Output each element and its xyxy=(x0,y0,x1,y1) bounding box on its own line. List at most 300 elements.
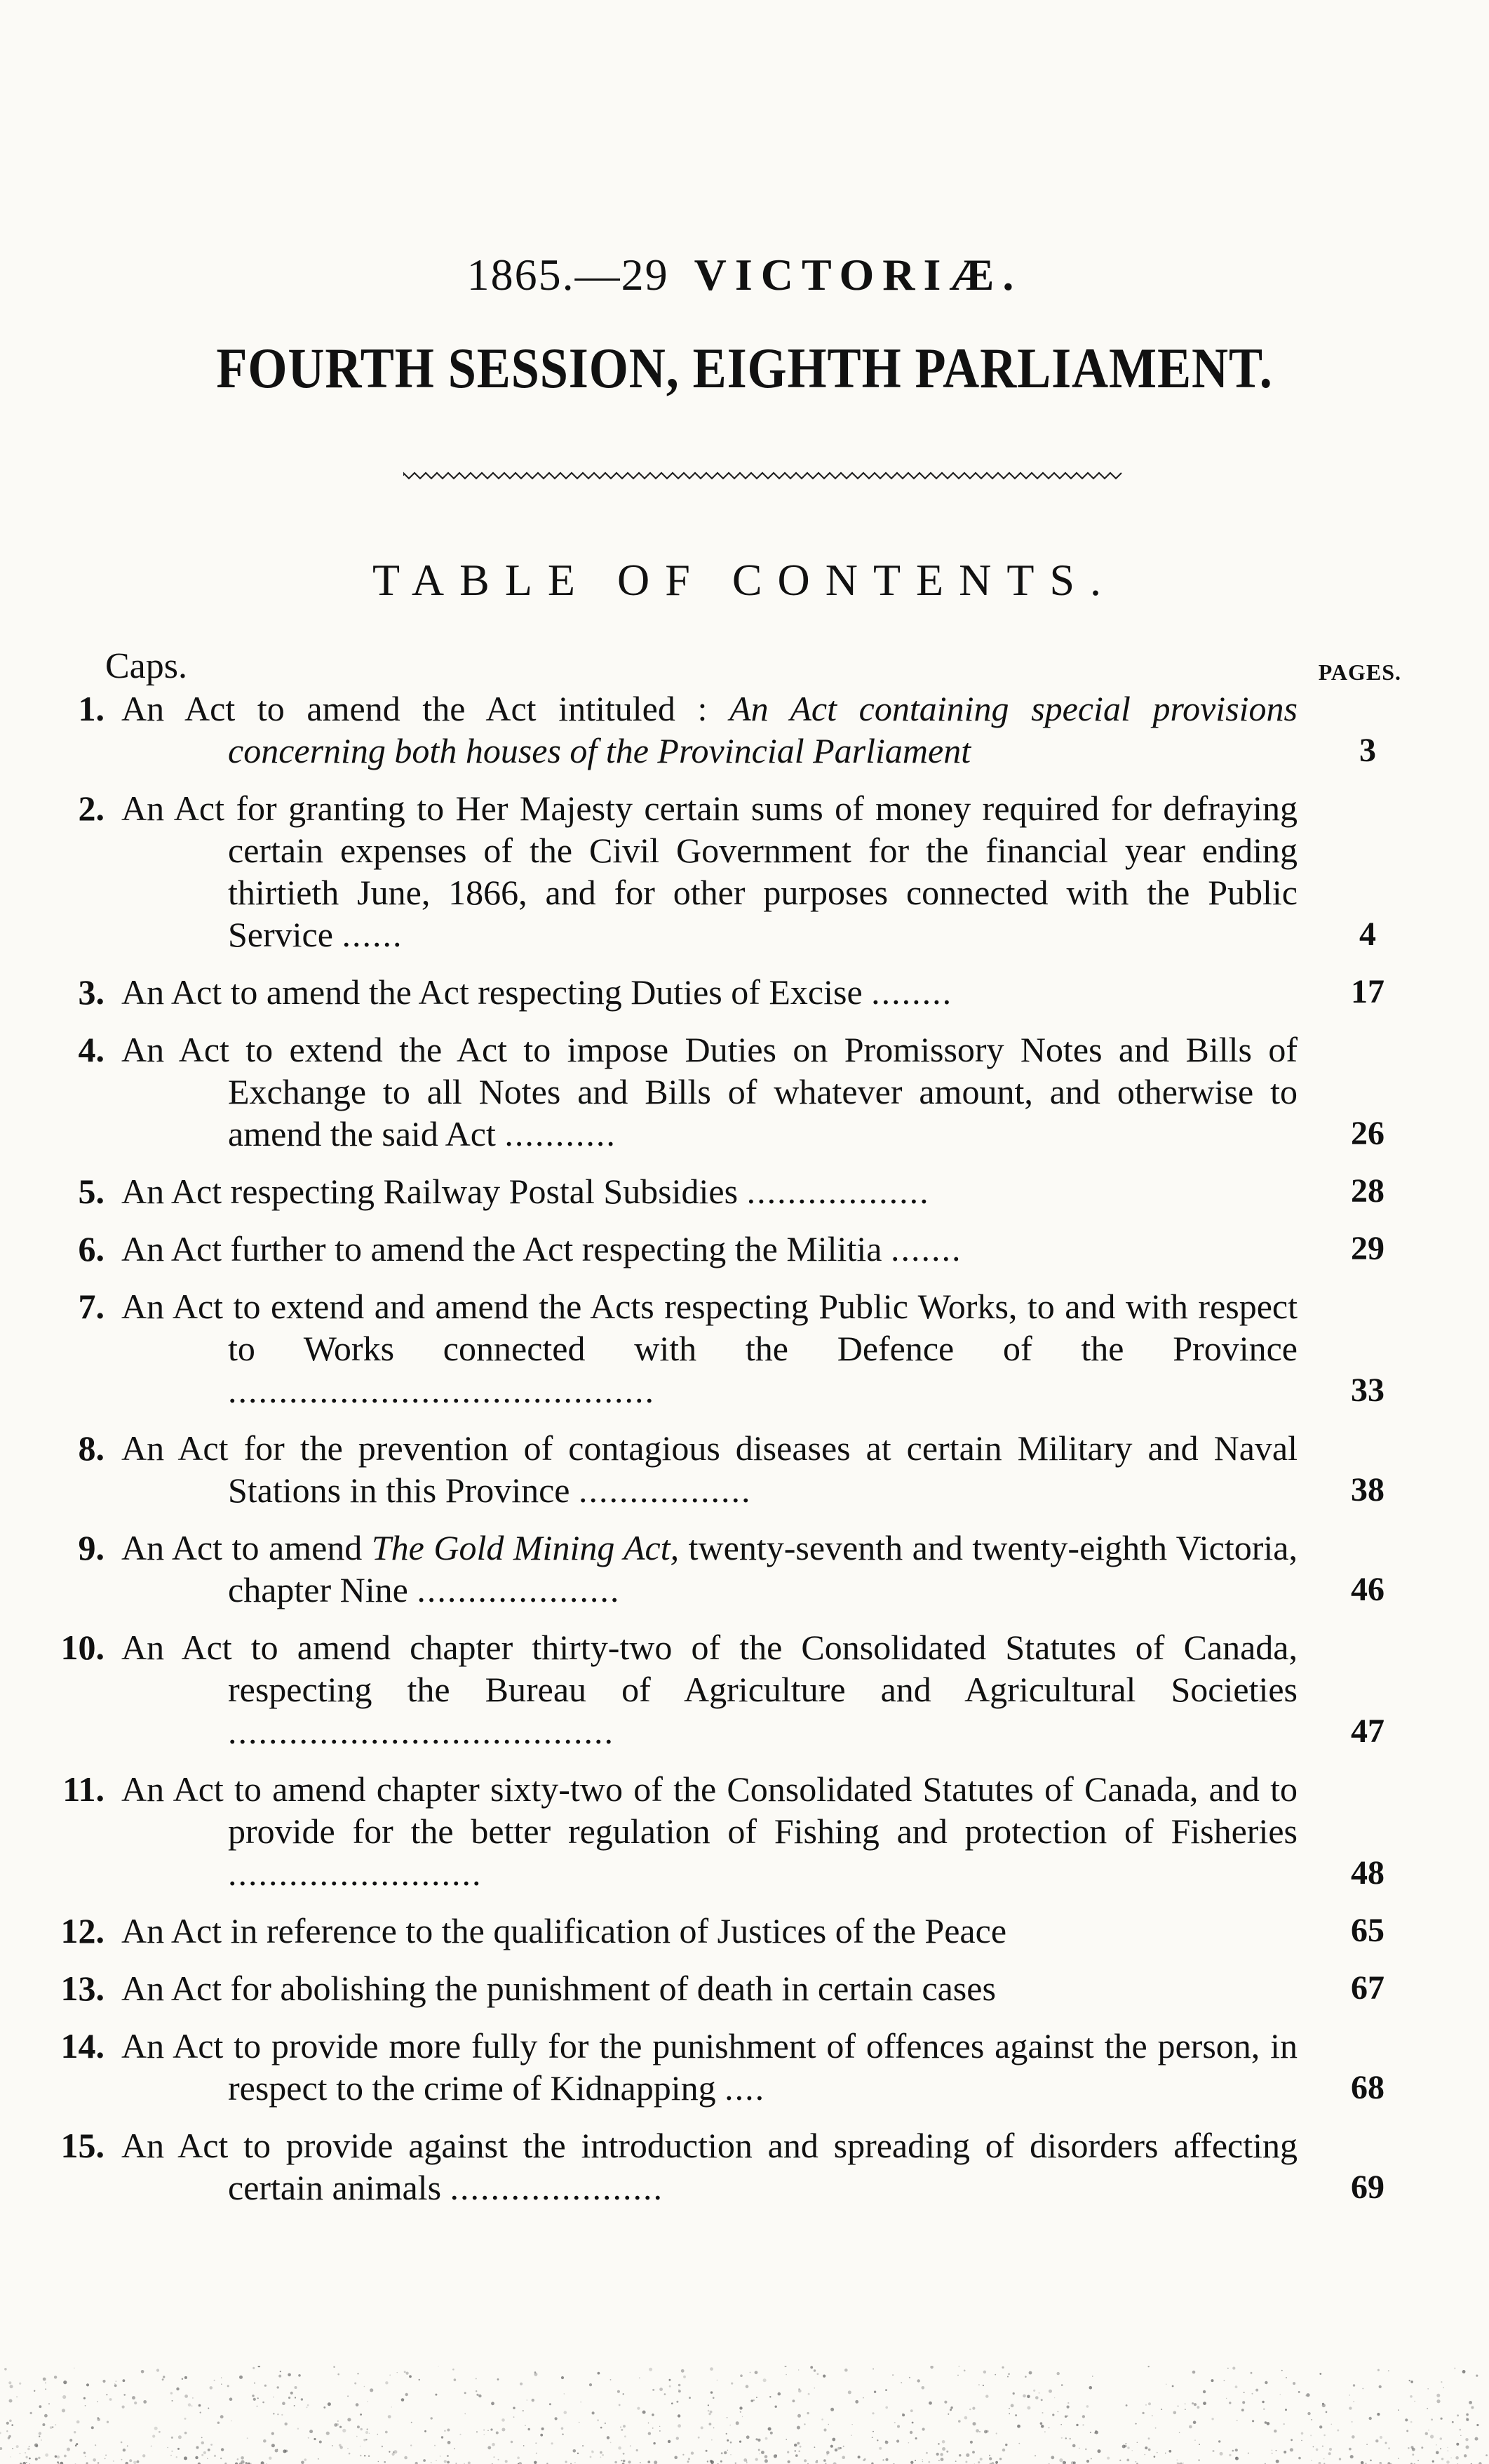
scan-speck xyxy=(254,2383,255,2384)
cap-number-text: 3. xyxy=(78,972,105,1012)
scan-speck xyxy=(996,2432,997,2434)
scan-speck xyxy=(44,2414,48,2418)
scan-speck xyxy=(848,2390,851,2394)
toc-entry xyxy=(78,971,1410,1013)
scan-speck xyxy=(217,2422,220,2424)
scan-speck xyxy=(652,2428,654,2429)
entry-text-continued: twenty-seventh and twenty-eighth Victoria, chapter Nine xyxy=(228,1528,1298,1609)
scan-speck xyxy=(1094,2432,1096,2434)
scan-speck xyxy=(730,2454,731,2455)
scan-speck xyxy=(1337,2430,1339,2432)
toc-entry xyxy=(78,688,1410,772)
scan-speck xyxy=(1060,2424,1062,2425)
scan-speck xyxy=(220,2415,224,2418)
scan-speck xyxy=(178,2435,182,2439)
scan-speck xyxy=(1291,2439,1293,2441)
scan-speck xyxy=(886,2458,889,2461)
scan-speck xyxy=(580,2402,581,2403)
scan-speck xyxy=(54,2376,57,2378)
scan-speck xyxy=(602,2454,604,2456)
scan-speck xyxy=(810,2366,813,2369)
scan-speck xyxy=(247,2437,248,2439)
scan-speck xyxy=(277,2386,279,2388)
scan-speck xyxy=(306,2406,308,2408)
entry-italic-title: The Gold Mining Act, xyxy=(371,1528,680,1567)
scan-speck xyxy=(713,2428,715,2429)
scan-speck xyxy=(1126,2404,1128,2406)
scan-speck xyxy=(894,2422,896,2423)
scan-speck xyxy=(726,2433,727,2435)
scan-speck xyxy=(349,2453,351,2455)
scan-speck xyxy=(727,2439,729,2442)
scan-speck xyxy=(85,2456,86,2457)
scan-speck xyxy=(540,2434,543,2437)
scan-speck xyxy=(1132,2450,1133,2451)
scan-speck xyxy=(1017,2425,1020,2428)
scan-speck xyxy=(1211,2418,1213,2420)
scan-speck xyxy=(1349,2448,1352,2451)
scan-speck xyxy=(369,2433,370,2434)
scan-speck xyxy=(220,2458,222,2459)
scan-speck xyxy=(1431,2418,1433,2421)
scan-speck xyxy=(42,2423,45,2426)
scan-speck xyxy=(882,2459,884,2460)
scan-speck xyxy=(1192,2402,1194,2404)
scan-speck xyxy=(1122,2445,1126,2449)
scan-speck xyxy=(1082,2424,1084,2425)
scan-speck xyxy=(942,2447,945,2451)
scan-speck xyxy=(12,2448,13,2449)
entry-text: An Act to provide against the introduction and spreading of disorders affecting certain animals xyxy=(121,2126,1298,2207)
scan-speck xyxy=(184,2432,187,2435)
scan-speck xyxy=(798,2388,800,2390)
scan-speck xyxy=(1377,2369,1380,2371)
scan-speck xyxy=(682,2454,684,2456)
scan-speck xyxy=(817,2373,819,2375)
scan-speck xyxy=(269,2457,271,2460)
scan-speck xyxy=(364,2386,365,2388)
scan-speck xyxy=(182,2378,183,2380)
scan-speck xyxy=(1398,2409,1399,2411)
scan-speck xyxy=(623,2453,625,2455)
scan-speck xyxy=(513,2407,515,2409)
scan-speck xyxy=(1192,2371,1196,2374)
scan-speck xyxy=(360,2413,362,2416)
scan-speck xyxy=(640,2462,641,2463)
scan-speck xyxy=(1076,2424,1078,2426)
scan-speck xyxy=(86,2383,89,2386)
scan-speck xyxy=(1176,2459,1178,2460)
scan-speck xyxy=(490,2428,492,2430)
cap-number-text: 1. xyxy=(78,689,105,728)
scan-speck xyxy=(1353,2401,1354,2402)
scan-speck xyxy=(678,2414,680,2417)
scan-speck xyxy=(983,2371,986,2373)
scan-speck xyxy=(1255,2389,1258,2392)
scan-speck xyxy=(74,2431,76,2433)
scan-speck xyxy=(1051,2456,1054,2459)
scan-speck xyxy=(1178,2406,1179,2407)
scan-speck xyxy=(1018,2443,1020,2444)
scan-speck xyxy=(652,2413,654,2416)
scan-speck xyxy=(385,2381,388,2384)
entry-text: An Act to amend the Act intituled : xyxy=(121,689,708,728)
scan-speck xyxy=(958,2420,961,2423)
scan-speck xyxy=(55,2424,56,2425)
scan-speck xyxy=(1098,2449,1101,2453)
scan-speck xyxy=(910,2431,912,2434)
scan-speck xyxy=(1252,2393,1253,2395)
scan-speck xyxy=(1211,2379,1214,2382)
scan-speck xyxy=(978,2461,980,2463)
scan-speck xyxy=(63,2381,67,2384)
scan-speck xyxy=(389,2374,391,2376)
scan-speck xyxy=(1432,2460,1434,2463)
scan-speck xyxy=(391,2406,392,2407)
scan-speck xyxy=(1179,2432,1180,2434)
scan-speck xyxy=(1039,2392,1040,2394)
scan-speck xyxy=(786,2374,787,2376)
scan-speck xyxy=(1148,2449,1151,2451)
scan-speck xyxy=(1013,2392,1015,2395)
scan-speck xyxy=(109,2398,112,2401)
cap-number-text: 13. xyxy=(60,1969,105,2008)
scan-speck xyxy=(909,2377,910,2378)
scan-speck xyxy=(959,2454,961,2456)
scan-speck xyxy=(710,2411,713,2413)
scan-speck xyxy=(282,2402,285,2405)
scan-speck xyxy=(1301,2440,1302,2442)
scan-speck xyxy=(26,2456,28,2458)
scan-speck xyxy=(1466,2418,1469,2421)
scan-speck xyxy=(497,2378,499,2381)
scan-speck xyxy=(363,2439,366,2442)
scan-speck xyxy=(708,2410,710,2412)
scan-speck xyxy=(1440,2448,1441,2449)
scan-speck xyxy=(337,2373,339,2376)
scan-speck xyxy=(678,2384,681,2387)
scan-speck xyxy=(787,2451,789,2453)
scan-speck xyxy=(698,2437,700,2439)
scan-speck xyxy=(910,2461,913,2464)
scan-speck xyxy=(1328,2452,1331,2455)
scan-speck xyxy=(404,2456,407,2460)
scan-speck xyxy=(1450,2457,1452,2458)
scan-speck xyxy=(501,2418,505,2422)
scan-speck xyxy=(1267,2422,1270,2425)
scan-speck xyxy=(1235,2449,1238,2451)
scan-speck xyxy=(377,2434,379,2435)
scan-speck xyxy=(1322,2446,1323,2447)
scan-speck xyxy=(1409,2380,1410,2381)
scan-speck xyxy=(1057,2372,1060,2375)
scan-speck xyxy=(1375,2439,1378,2442)
scan-speck xyxy=(950,2409,952,2411)
scan-speck xyxy=(370,2388,373,2392)
scan-speck xyxy=(285,2450,288,2453)
scan-speck xyxy=(1436,2444,1437,2446)
scan-speck xyxy=(950,2406,952,2409)
scan-speck xyxy=(1229,2402,1231,2404)
scan-speck xyxy=(1199,2444,1200,2445)
scan-speck xyxy=(605,2423,606,2424)
scan-speck xyxy=(25,2452,26,2453)
page-number: 65 xyxy=(1351,1912,1384,1949)
scan-speck xyxy=(1136,2423,1137,2425)
scan-speck xyxy=(562,2434,564,2435)
scan-speck xyxy=(357,2373,358,2374)
scan-speck xyxy=(1152,2415,1153,2416)
scan-speck xyxy=(1023,2395,1026,2398)
scan-speck xyxy=(419,2379,420,2381)
scan-speck xyxy=(826,2451,830,2454)
scan-speck xyxy=(208,2449,210,2451)
scan-speck xyxy=(1157,2452,1158,2453)
scan-speck xyxy=(29,2446,30,2447)
cap-number-text: 9. xyxy=(78,1528,105,1567)
scan-speck xyxy=(264,2385,267,2387)
scan-speck xyxy=(739,2441,741,2443)
scan-speck xyxy=(114,2383,116,2385)
page-number: 28 xyxy=(1351,1172,1384,1210)
entry-title xyxy=(78,1228,1298,1270)
scan-speck xyxy=(798,2390,802,2393)
scan-speck xyxy=(409,2375,412,2378)
cap-number-text: 14. xyxy=(60,2026,105,2065)
scan-speck xyxy=(736,2421,739,2425)
scan-speck xyxy=(701,2426,703,2429)
scan-speck xyxy=(1148,2402,1151,2405)
scan-speck xyxy=(564,2411,567,2414)
scan-speck xyxy=(746,2385,749,2388)
scan-speck xyxy=(127,2445,128,2446)
scan-speck xyxy=(1042,2412,1044,2413)
scan-speck xyxy=(892,2374,894,2376)
entry-text: An Act to amend xyxy=(121,1528,363,1567)
scan-speck xyxy=(1009,2413,1010,2415)
scan-speck xyxy=(1067,2402,1069,2404)
scan-speck xyxy=(652,2389,654,2391)
scan-speck xyxy=(520,2383,523,2385)
scan-speck xyxy=(549,2403,551,2405)
scan-speck xyxy=(639,2377,640,2378)
scan-speck xyxy=(1436,2399,1440,2403)
scan-speck xyxy=(122,2406,125,2409)
scan-speck xyxy=(948,2413,949,2415)
scan-speck xyxy=(57,2456,60,2459)
scan-speck xyxy=(388,2415,391,2418)
scan-speck xyxy=(642,2411,646,2414)
scan-speck xyxy=(1410,2381,1413,2383)
scan-speck xyxy=(1224,2380,1225,2381)
scan-speck xyxy=(1119,2460,1121,2461)
scan-speck xyxy=(1280,2394,1281,2395)
scan-speck xyxy=(1272,2450,1273,2451)
scan-speck xyxy=(411,2422,412,2423)
scan-speck xyxy=(8,2381,11,2384)
scan-speck xyxy=(1090,2432,1091,2433)
scan-speck xyxy=(1414,2401,1415,2402)
scan-speck xyxy=(67,2448,70,2451)
entry-title xyxy=(60,1910,1298,1952)
scan-speck xyxy=(1430,2435,1434,2438)
scan-speck xyxy=(201,2454,203,2456)
scan-speck xyxy=(855,2400,858,2404)
scan-speck xyxy=(659,2426,660,2427)
scan-speck xyxy=(1229,2454,1231,2456)
scan-speck xyxy=(750,2372,751,2373)
scan-speck xyxy=(241,2456,244,2460)
scan-speck xyxy=(978,2384,980,2385)
scan-speck xyxy=(1061,2384,1063,2386)
toc-title: TABLE OF CONTENTS. xyxy=(372,555,1117,605)
scan-speck xyxy=(337,2421,339,2422)
scan-speck xyxy=(170,2455,172,2456)
scan-speck xyxy=(45,2383,46,2384)
scan-speck xyxy=(814,2388,816,2389)
scan-speck xyxy=(406,2372,409,2375)
scan-speck xyxy=(555,2417,558,2420)
scan-speck xyxy=(132,2396,135,2399)
scan-speck xyxy=(76,2421,80,2424)
scan-speck xyxy=(623,2460,626,2463)
scan-speck xyxy=(1265,2381,1267,2384)
scan-speck xyxy=(436,2460,437,2461)
scan-speck xyxy=(676,2401,678,2403)
scan-speck xyxy=(454,2448,455,2449)
scan-speck xyxy=(757,2439,760,2442)
scan-speck xyxy=(648,2432,651,2435)
scan-speck xyxy=(1002,2449,1005,2451)
scan-speck xyxy=(424,2430,426,2432)
dot-leader: .................. xyxy=(746,1172,930,1211)
scan-speck xyxy=(765,2437,768,2440)
scan-speck xyxy=(623,2393,624,2395)
dot-leader: ...... xyxy=(342,915,403,954)
toc-entry xyxy=(60,1910,1410,1952)
scan-speck xyxy=(1242,2401,1245,2404)
scan-speck xyxy=(929,2402,932,2405)
scan-speck xyxy=(592,2411,595,2414)
scan-speck xyxy=(676,2437,679,2439)
cap-number-text: 12. xyxy=(60,1911,105,1950)
scan-speck xyxy=(221,2448,224,2451)
scan-speck xyxy=(574,2462,576,2463)
scan-speck xyxy=(39,2432,41,2435)
scan-speck xyxy=(1366,2444,1368,2445)
entry-title xyxy=(78,1029,1298,1155)
scan-speck xyxy=(1440,2437,1443,2440)
scan-speck xyxy=(227,2385,229,2387)
scan-speck xyxy=(288,2397,290,2399)
scan-speck xyxy=(210,2386,213,2390)
scan-speck xyxy=(946,2451,948,2453)
scan-speck xyxy=(972,2407,975,2410)
page-number: 17 xyxy=(1351,973,1384,1010)
scan-speck xyxy=(528,2428,530,2430)
scan-speck xyxy=(170,2392,173,2394)
scan-speck xyxy=(687,2460,689,2463)
scan-speck xyxy=(1427,2388,1429,2390)
scan-speck xyxy=(378,2461,379,2462)
page-number: 3 xyxy=(1359,732,1376,769)
scan-speck xyxy=(708,2404,709,2406)
scan-speck xyxy=(828,2424,830,2425)
entry-title xyxy=(78,688,1298,772)
scan-speck xyxy=(1408,2447,1409,2449)
scan-speck xyxy=(1323,2435,1326,2437)
scan-speck xyxy=(85,2405,86,2406)
scan-speck xyxy=(573,2449,577,2453)
scan-speck xyxy=(740,2374,743,2377)
scan-speck xyxy=(393,2451,394,2453)
scan-speck xyxy=(1061,2437,1063,2439)
scan-speck xyxy=(922,2459,923,2460)
scan-speck xyxy=(1025,2376,1027,2378)
scan-speck xyxy=(917,2379,920,2382)
scan-speck xyxy=(523,2410,524,2411)
scan-speck xyxy=(162,2378,164,2381)
scan-speck xyxy=(91,2426,94,2429)
scan-speck xyxy=(137,2460,140,2463)
scan-speck xyxy=(1441,2381,1442,2383)
entry-text: An Act to amend chapter thirty-two of the Consolidated Statutes of Canada, respecting the Bureau of Agriculture and Agricultural Societies xyxy=(121,1628,1298,1709)
scan-speck xyxy=(1352,2435,1355,2439)
scan-speck xyxy=(597,2419,599,2421)
scan-speck xyxy=(630,2445,631,2446)
scan-speck xyxy=(1185,2409,1186,2410)
scan-speck xyxy=(1165,2453,1166,2454)
scan-speck xyxy=(1385,2442,1387,2444)
scan-speck xyxy=(258,2366,261,2367)
scan-speck xyxy=(1286,2377,1287,2378)
scan-speck xyxy=(915,2460,916,2461)
entry-text: An Act in reference to the qualification of Justices of the Peace xyxy=(121,1911,1007,1950)
scan-speck xyxy=(1377,2413,1380,2416)
scan-speck xyxy=(1466,2413,1469,2416)
scan-speck xyxy=(1002,2366,1004,2369)
scan-speck xyxy=(1476,2424,1478,2426)
scan-speck xyxy=(19,2383,21,2385)
scan-speck xyxy=(671,2402,673,2404)
scan-speck xyxy=(1262,2401,1264,2403)
scan-speck xyxy=(347,2418,351,2421)
entry-title xyxy=(78,1285,1298,1412)
scan-speck xyxy=(794,2444,797,2446)
scan-speck xyxy=(121,2442,123,2444)
scan-speck xyxy=(113,2460,114,2462)
scan-speck xyxy=(6,2422,9,2425)
cap-number-text: 11. xyxy=(62,1769,105,1809)
scan-speck xyxy=(617,2390,620,2393)
scan-speck xyxy=(447,2441,451,2444)
scan-speck xyxy=(1301,2432,1304,2435)
scan-speck xyxy=(922,2461,924,2463)
scan-speck xyxy=(659,2430,661,2432)
scan-speck xyxy=(1126,2459,1129,2462)
scan-speck xyxy=(459,2434,461,2435)
year-heading xyxy=(0,249,1489,301)
scan-speck xyxy=(367,2428,368,2430)
scan-speck xyxy=(668,2440,671,2443)
scan-speck xyxy=(989,2457,992,2460)
scan-speck xyxy=(1035,2455,1036,2456)
scan-speck xyxy=(590,2456,592,2458)
scan-speck xyxy=(1388,2447,1390,2449)
scan-speck xyxy=(797,2426,800,2430)
scan-speck xyxy=(478,2395,481,2397)
scan-speck xyxy=(1370,2460,1372,2462)
